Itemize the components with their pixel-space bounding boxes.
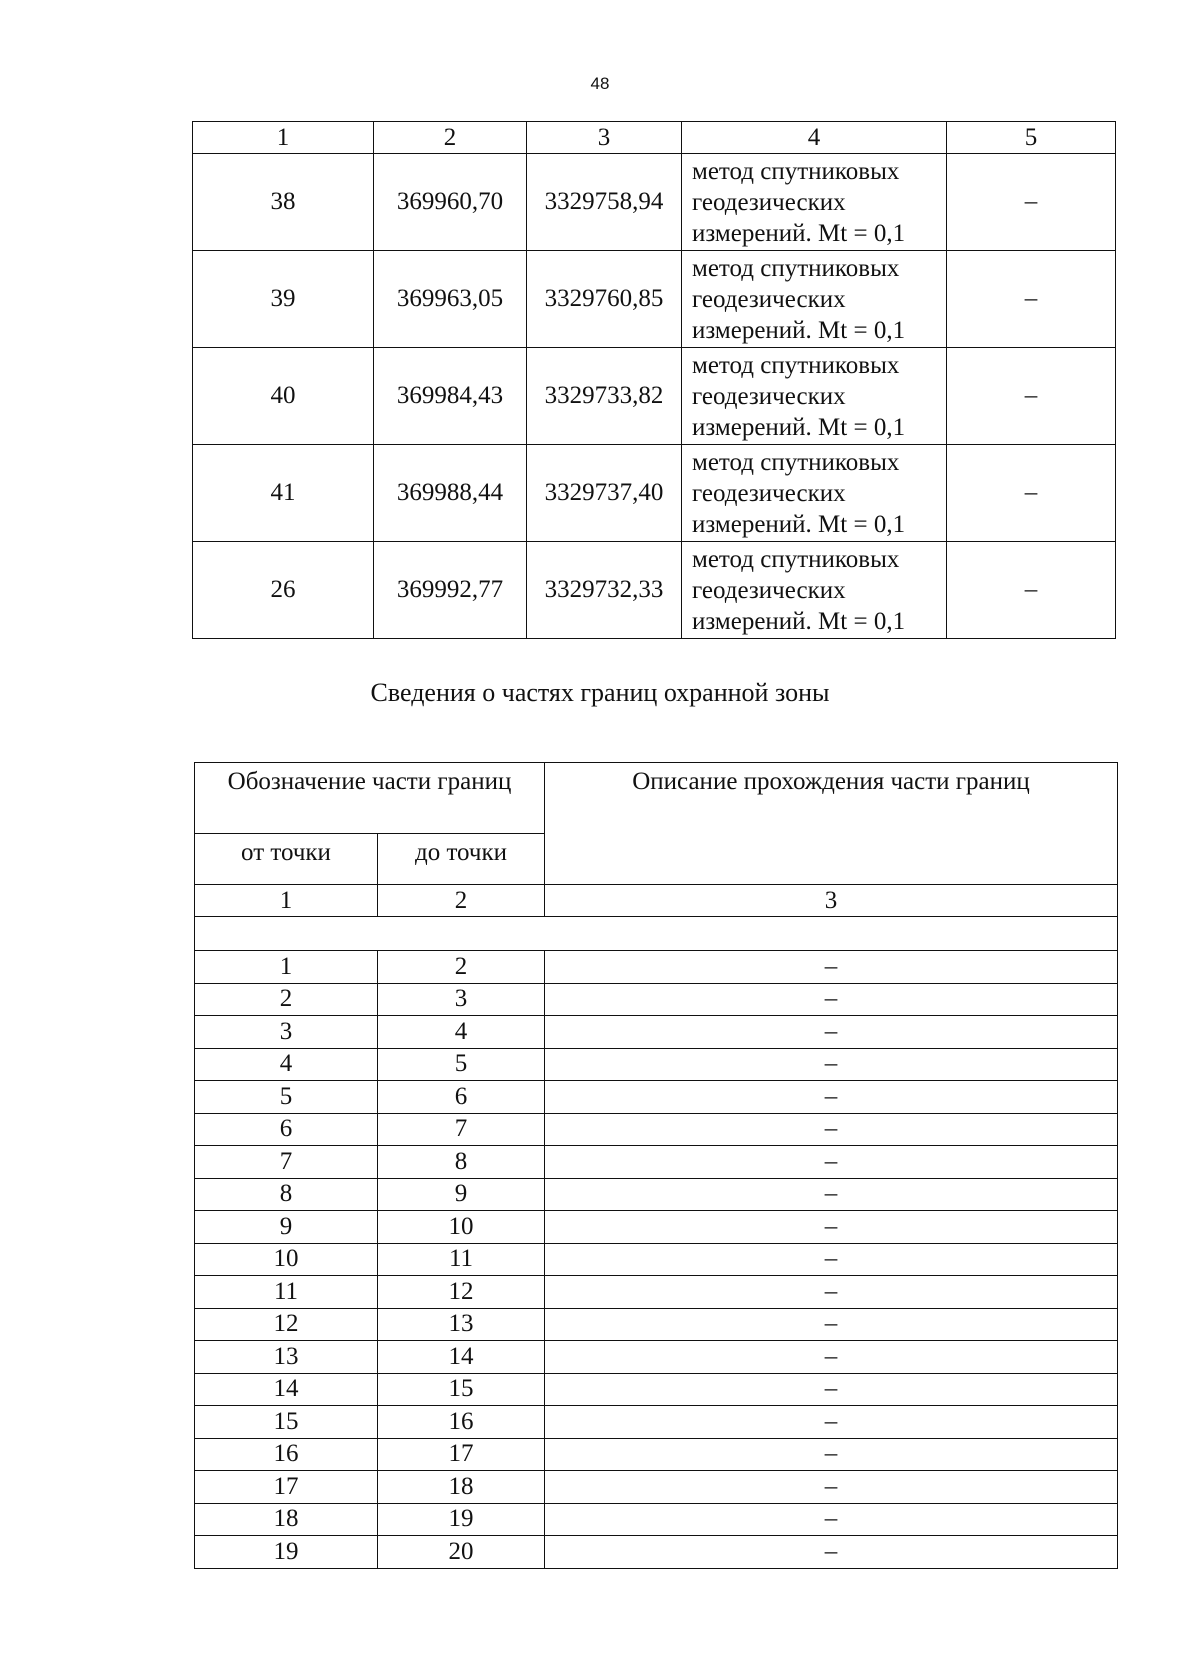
to-point-cell: 18 (378, 1471, 545, 1504)
column-number-2: 2 (374, 122, 527, 154)
x-coordinate-cell: 369963,05 (374, 251, 527, 348)
method-cell (682, 542, 947, 639)
table-row (195, 983, 1118, 1016)
description-cell: – (545, 1341, 1118, 1374)
y-coordinate-cell: 3329732,33 (527, 542, 682, 639)
from-point-cell: 9 (195, 1211, 378, 1244)
from-point-cell: 2 (195, 983, 378, 1016)
table-row (195, 1406, 1118, 1439)
table-row (195, 1048, 1118, 1081)
coordinates-row (193, 251, 1116, 348)
from-point-cell: 7 (195, 1146, 378, 1179)
to-point-cell: 10 (378, 1211, 545, 1244)
description-cell: – (545, 1016, 1118, 1049)
parts-column-numbers-row (195, 885, 1118, 917)
method-line: геодезических (692, 382, 846, 410)
point-number-cell: 26 (193, 542, 374, 639)
column-number-1: 1 (193, 122, 374, 154)
table-row (195, 1373, 1118, 1406)
description-cell: – (545, 1048, 1118, 1081)
from-point-cell: 19 (195, 1536, 378, 1569)
description-cell: – (545, 1081, 1118, 1114)
from-point-cell: 8 (195, 1178, 378, 1211)
from-point-cell: 5 (195, 1081, 378, 1114)
y-coordinate-cell: 3329733,82 (527, 348, 682, 445)
description-cell: – (545, 1146, 1118, 1179)
coordinates-row (193, 348, 1116, 445)
description-cell: – (545, 1243, 1118, 1276)
column5-cell: – (947, 154, 1116, 251)
column5-cell: – (947, 348, 1116, 445)
to-point-cell: 7 (378, 1113, 545, 1146)
table-row (195, 1081, 1118, 1114)
method-cell (682, 251, 947, 348)
description-cell: – (545, 1471, 1118, 1504)
from-point-cell: 3 (195, 1016, 378, 1049)
method-cell (682, 154, 947, 251)
to-point-cell: 20 (378, 1536, 545, 1569)
to-point-cell: 9 (378, 1178, 545, 1211)
to-point-cell: 11 (378, 1243, 545, 1276)
method-line: метод спутниковых (692, 545, 900, 573)
parts-column-number-1: 1 (195, 885, 378, 917)
from-point-cell: 17 (195, 1471, 378, 1504)
from-point-cell: 16 (195, 1438, 378, 1471)
table-row (195, 1308, 1118, 1341)
to-point-cell: 13 (378, 1308, 545, 1341)
coordinates-table (192, 121, 1116, 639)
description-header: Описание прохождения части границ (545, 763, 1118, 885)
boundary-parts-table (194, 762, 1118, 1569)
to-point-cell: 2 (378, 951, 545, 984)
table-row (195, 1276, 1118, 1309)
method-cell (682, 445, 947, 542)
to-point-cell: 16 (378, 1406, 545, 1439)
to-point-cell: 12 (378, 1276, 545, 1309)
description-cell: – (545, 1113, 1118, 1146)
parts-column-number-3: 3 (545, 885, 1118, 917)
description-cell: – (545, 1178, 1118, 1211)
method-line: геодезических (692, 479, 846, 507)
y-coordinate-cell: 3329737,40 (527, 445, 682, 542)
point-number-cell: 39 (193, 251, 374, 348)
table-row (195, 1536, 1118, 1569)
description-cell: – (545, 1211, 1118, 1244)
x-coordinate-cell: 369960,70 (374, 154, 527, 251)
column5-cell: – (947, 251, 1116, 348)
to-point-cell: 15 (378, 1373, 545, 1406)
method-line: геодезических (692, 188, 846, 216)
parts-blank-row (195, 917, 1118, 951)
to-point-cell: 3 (378, 983, 545, 1016)
point-number-cell: 41 (193, 445, 374, 542)
from-point-header: от точки (195, 834, 378, 885)
description-cell: – (545, 983, 1118, 1016)
from-point-cell: 12 (195, 1308, 378, 1341)
table-row (195, 1146, 1118, 1179)
method-line: геодезических (692, 285, 846, 313)
table-row (195, 1016, 1118, 1049)
method-line: геодезических (692, 576, 846, 604)
x-coordinate-cell: 369984,43 (374, 348, 527, 445)
to-point-cell: 17 (378, 1438, 545, 1471)
method-line: метод спутниковых (692, 157, 900, 185)
page-number: 48 (590, 74, 610, 93)
table-row (195, 951, 1118, 984)
column5-cell: – (947, 445, 1116, 542)
to-point-cell: 14 (378, 1341, 545, 1374)
column-number-3: 3 (527, 122, 682, 154)
to-point-cell: 5 (378, 1048, 545, 1081)
description-cell: – (545, 1406, 1118, 1439)
from-point-cell: 15 (195, 1406, 378, 1439)
table-row (195, 1341, 1118, 1374)
parts-header-row (195, 763, 1118, 834)
description-cell: – (545, 1373, 1118, 1406)
from-point-cell: 10 (195, 1243, 378, 1276)
table-row (195, 1503, 1118, 1536)
from-point-cell: 1 (195, 951, 378, 984)
to-point-header: до точки (378, 834, 545, 885)
blank-cell (195, 917, 1118, 951)
to-point-cell: 8 (378, 1146, 545, 1179)
coordinates-header-row (193, 122, 1116, 154)
column-number-4: 4 (682, 122, 947, 154)
parts-column-number-2: 2 (378, 885, 545, 917)
description-cell: – (545, 1503, 1118, 1536)
coordinates-row (193, 445, 1116, 542)
designation-header: Обозначение части границ (195, 763, 545, 834)
table-row (195, 1113, 1118, 1146)
table-row (195, 1211, 1118, 1244)
from-point-cell: 11 (195, 1276, 378, 1309)
from-point-cell: 18 (195, 1503, 378, 1536)
description-cell: – (545, 1536, 1118, 1569)
method-line: измерений. Mt = 0,1 (692, 316, 906, 344)
to-point-cell: 6 (378, 1081, 545, 1114)
table-row (195, 1471, 1118, 1504)
method-line: метод спутниковых (692, 448, 900, 476)
coordinates-row (193, 542, 1116, 639)
table-row (195, 1243, 1118, 1276)
column5-cell: – (947, 542, 1116, 639)
description-cell: – (545, 951, 1118, 984)
from-point-cell: 14 (195, 1373, 378, 1406)
point-number-cell: 38 (193, 154, 374, 251)
section-title: Сведения о частях границ охранной зоны (370, 678, 830, 707)
x-coordinate-cell: 369992,77 (374, 542, 527, 639)
description-cell: – (545, 1308, 1118, 1341)
description-cell: – (545, 1276, 1118, 1309)
column-number-5: 5 (947, 122, 1116, 154)
method-cell (682, 348, 947, 445)
method-line: измерений. Mt = 0,1 (692, 607, 906, 635)
y-coordinate-cell: 3329760,85 (527, 251, 682, 348)
method-line: измерений. Mt = 0,1 (692, 510, 906, 538)
point-number-cell: 40 (193, 348, 374, 445)
from-point-cell: 13 (195, 1341, 378, 1374)
to-point-cell: 4 (378, 1016, 545, 1049)
table-row (195, 1438, 1118, 1471)
y-coordinate-cell: 3329758,94 (527, 154, 682, 251)
method-line: метод спутниковых (692, 254, 900, 282)
x-coordinate-cell: 369988,44 (374, 445, 527, 542)
table-row (195, 1178, 1118, 1211)
to-point-cell: 19 (378, 1503, 545, 1536)
method-line: измерений. Mt = 0,1 (692, 413, 906, 441)
from-point-cell: 4 (195, 1048, 378, 1081)
method-line: метод спутниковых (692, 351, 900, 379)
coordinates-row (193, 154, 1116, 251)
description-cell: – (545, 1438, 1118, 1471)
method-line: измерений. Mt = 0,1 (692, 219, 906, 247)
from-point-cell: 6 (195, 1113, 378, 1146)
